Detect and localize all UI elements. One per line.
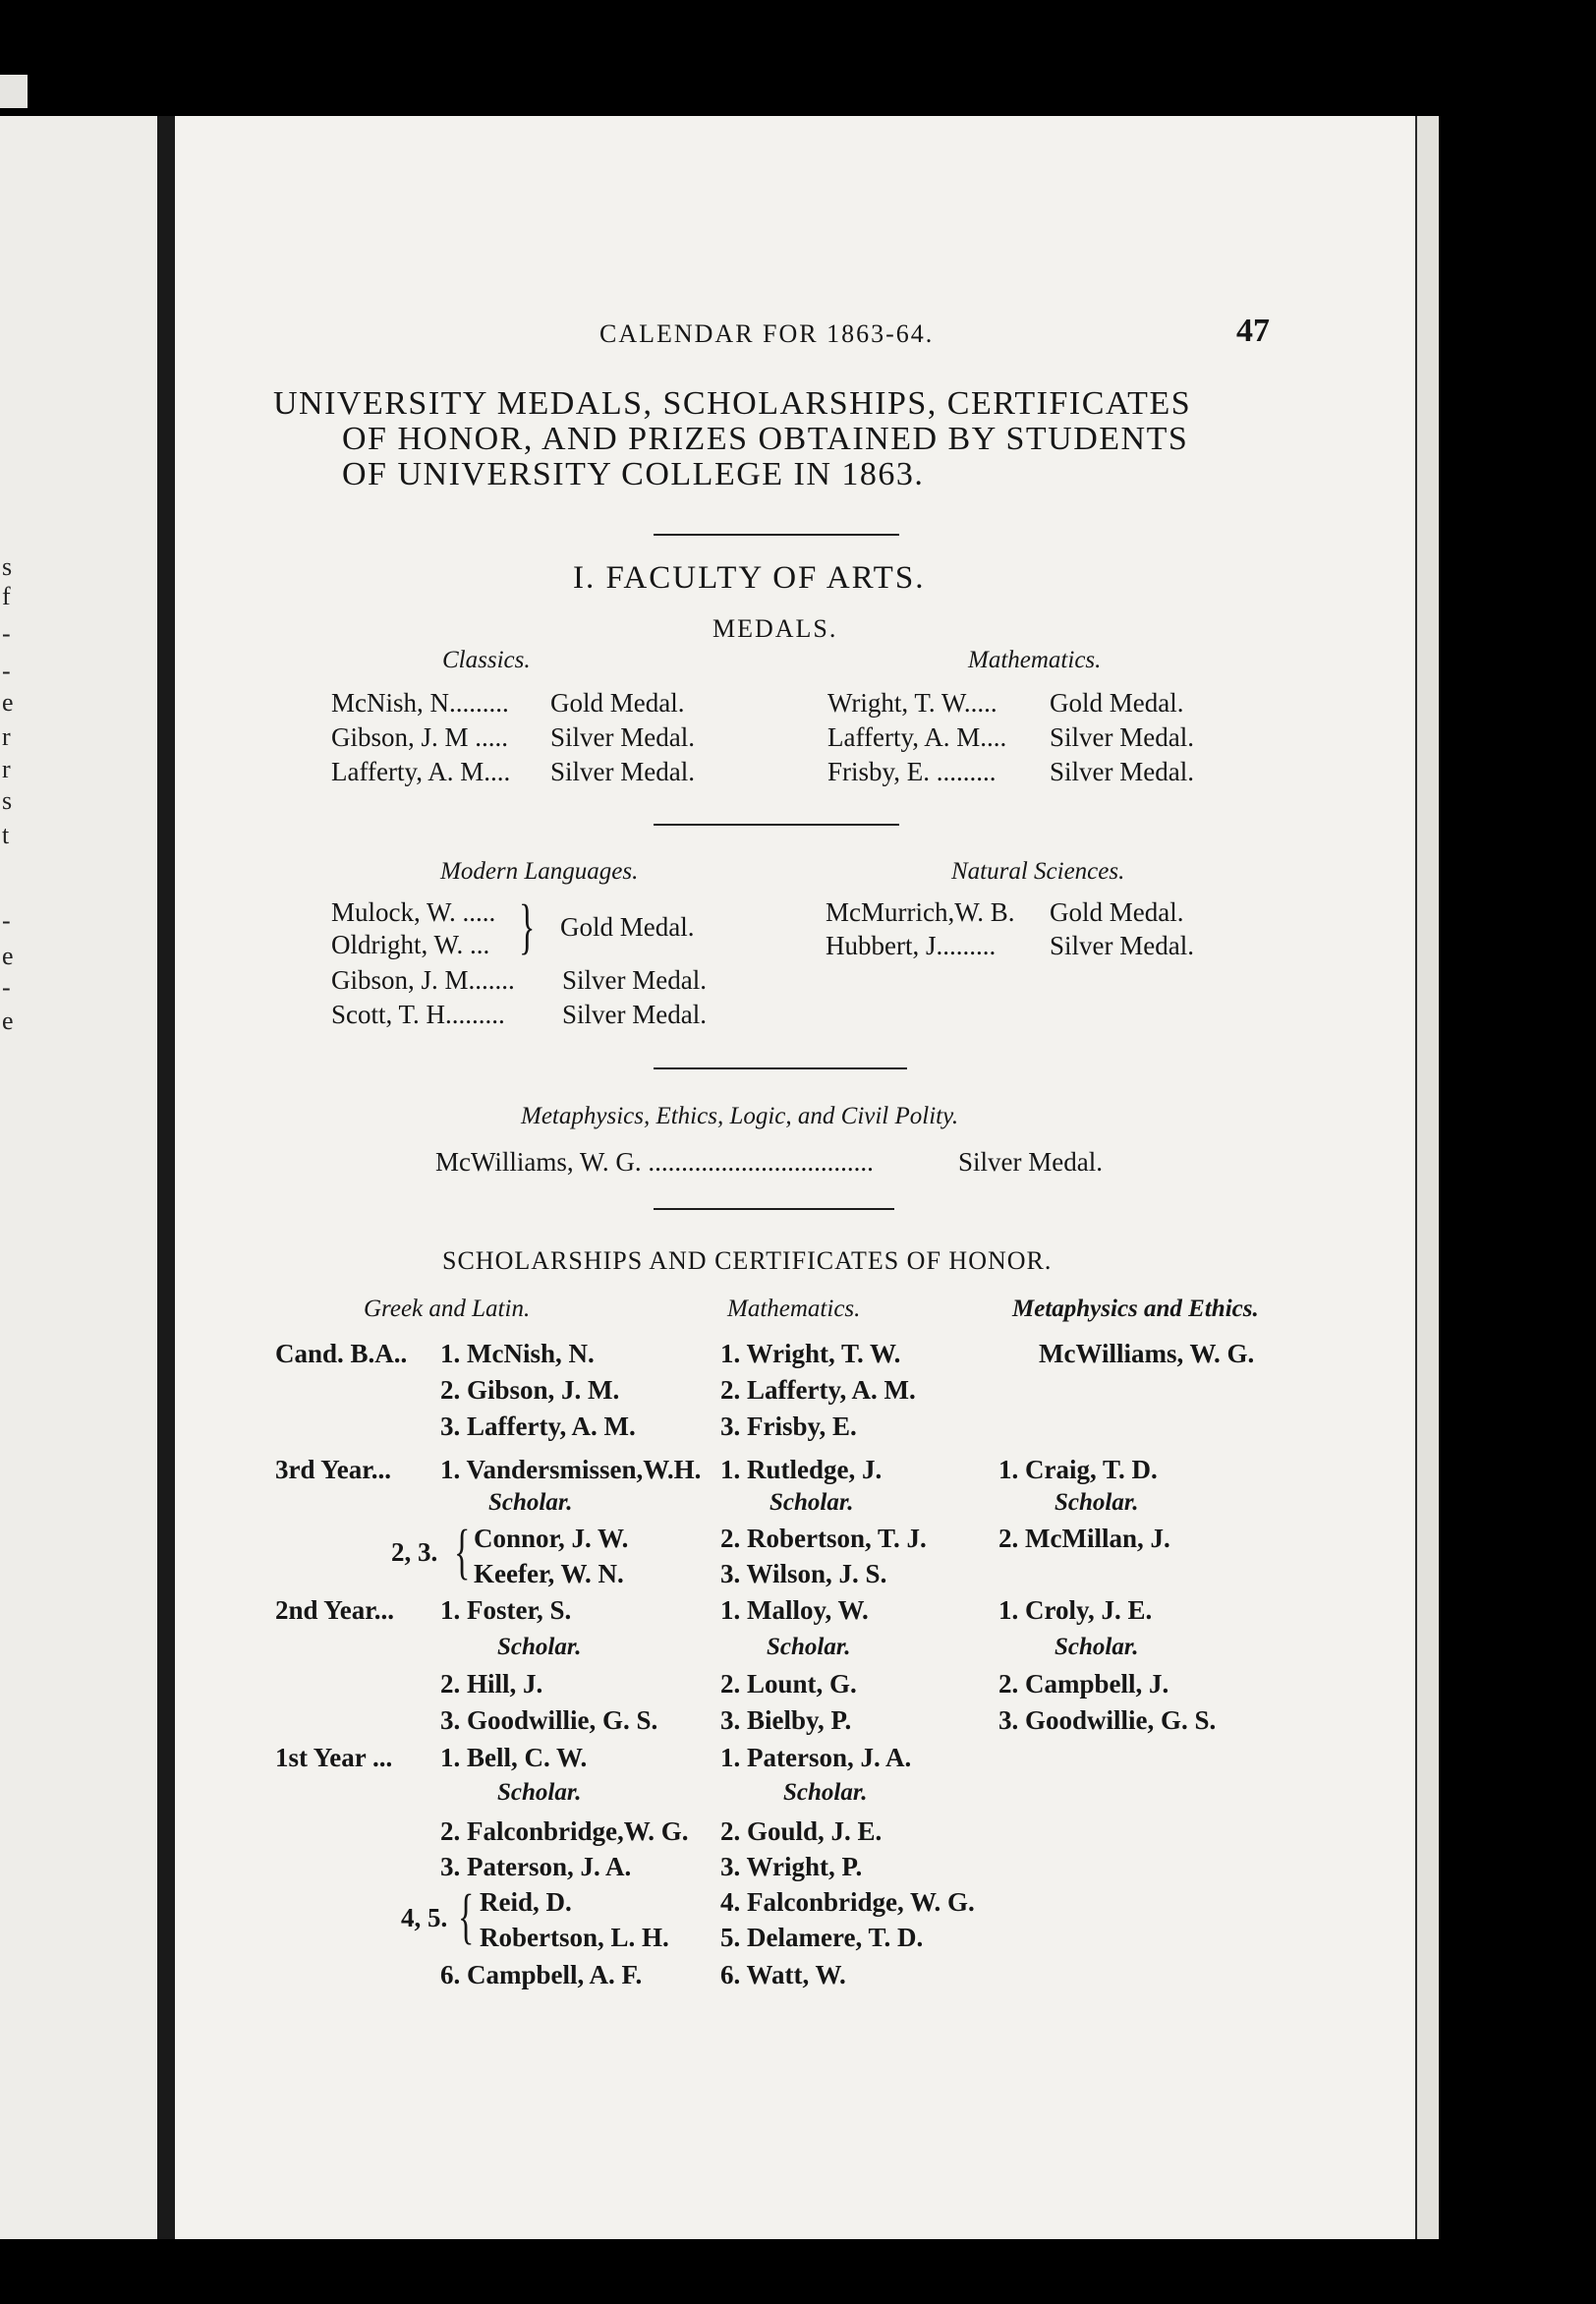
margin-letter: t: [2, 821, 10, 849]
list-item: Connor, J. W.: [474, 1524, 629, 1553]
page-edge: [1415, 116, 1439, 2239]
medalist-name: Oldright, W. ...: [331, 930, 490, 959]
medalist-name: Lafferty, A. M....: [331, 757, 511, 786]
divider: [654, 824, 899, 826]
margin-letter: r: [2, 755, 11, 783]
margin-letter: -: [2, 906, 11, 935]
page-number: 47: [1236, 313, 1270, 349]
scholar-label: Scholar.: [1054, 1634, 1139, 1660]
list-item: 1. Malloy, W.: [720, 1595, 869, 1625]
divider: [654, 1067, 907, 1069]
medalist-name: Gibson, J. M .....: [331, 722, 509, 752]
title-line: UNIVERSITY MEDALS, SCHOLARSHIPS, CERTIFICATES: [273, 385, 1192, 422]
medalist-name: Hubbert, J.........: [826, 931, 997, 960]
list-item: 3. Paterson, J. A.: [440, 1852, 632, 1881]
margin-letter: e: [2, 688, 14, 717]
tie-number: 2, 3.: [391, 1537, 438, 1567]
margin-letter: f: [2, 582, 11, 610]
list-item: 1. Wright, T. W.: [720, 1339, 901, 1368]
scholar-label: Scholar.: [783, 1779, 868, 1806]
list-item: 2. Lount, G.: [720, 1669, 857, 1699]
list-item: 5. Delamere, T. D.: [720, 1923, 924, 1952]
medalist-name: Mulock, W. .....: [331, 897, 496, 927]
page-tab: [0, 75, 28, 108]
medalist-name: McNish, N.........: [331, 688, 509, 718]
year-label: 3rd Year...: [275, 1455, 391, 1484]
divider: [654, 1208, 894, 1210]
title-line: OF HONOR, AND PRIZES OBTAINED BY STUDENTS: [342, 421, 1189, 457]
column-heading: Greek and Latin.: [364, 1296, 531, 1322]
medal-award: Gold Medal.: [560, 912, 695, 942]
list-item: Robertson, L. H.: [480, 1923, 669, 1952]
title-line: OF UNIVERSITY COLLEGE IN 1863.: [342, 456, 925, 492]
section-heading: Natural Sciences.: [951, 858, 1125, 885]
list-item: 3. Wright, P.: [720, 1852, 863, 1881]
list-item: 2. Gould, J. E.: [720, 1816, 883, 1846]
brace: {: [458, 1883, 475, 1950]
list-item: 2. Hill, J.: [440, 1669, 543, 1699]
medal-award: Silver Medal.: [1050, 722, 1194, 752]
list-item: 1. Bell, C. W.: [440, 1743, 588, 1772]
scholar-label: Scholar.: [770, 1489, 854, 1516]
list-item: 6. Watt, W.: [720, 1960, 846, 1989]
list-item: 2. Lafferty, A. M.: [720, 1375, 916, 1405]
medalist-name: McMurrich,W. B.: [826, 897, 1015, 927]
running-title: CALENDAR FOR 1863-64.: [599, 319, 935, 348]
list-item: 1. Rutledge, J.: [720, 1455, 883, 1484]
medalist-name: Frisby, E. .........: [827, 757, 997, 786]
medalist-name: Gibson, J. M.......: [331, 965, 515, 995]
list-item: 1. Vandersmissen,W.H.: [440, 1455, 702, 1484]
margin-letter: r: [2, 722, 11, 751]
tie-number: 4, 5.: [401, 1903, 448, 1932]
list-item: 2. Falconbridge,W. G.: [440, 1816, 689, 1846]
medal-award: Gold Medal.: [1050, 688, 1184, 718]
medal-award: Silver Medal.: [550, 722, 695, 752]
book-spine: [157, 116, 175, 2239]
list-item: 1. McNish, N.: [440, 1339, 595, 1368]
medal-award: Silver Medal.: [562, 1000, 707, 1029]
list-item: 2. Gibson, J. M.: [440, 1375, 620, 1405]
scholarships-heading: SCHOLARSHIPS AND CERTIFICATES OF HONOR.: [442, 1246, 1053, 1275]
brace: {: [454, 1519, 471, 1585]
scholar-label: Scholar.: [767, 1634, 851, 1660]
section-heading: Mathematics.: [968, 647, 1102, 673]
list-item: 1. Craig, T. D.: [998, 1455, 1158, 1484]
column-heading: Metaphysics and Ethics.: [1012, 1296, 1259, 1322]
list-item: Keefer, W. N.: [474, 1559, 624, 1588]
margin-letter: s: [2, 786, 13, 815]
scholar-label: Scholar.: [488, 1489, 573, 1516]
year-label: 2nd Year...: [275, 1595, 395, 1625]
list-item: 1. Croly, J. E.: [998, 1595, 1153, 1625]
list-item: 1. Paterson, J. A.: [720, 1743, 912, 1772]
divider: [654, 534, 899, 536]
medals-heading: MEDALS.: [712, 614, 838, 643]
section-heading: Metaphysics, Ethics, Logic, and Civil Polity.: [521, 1103, 959, 1129]
list-item: McWilliams, W. G.: [1039, 1339, 1255, 1368]
margin-letter: s: [2, 552, 13, 581]
list-item: 1. Foster, S.: [440, 1595, 572, 1625]
medal-award: Silver Medal.: [958, 1147, 1103, 1177]
scholar-label: Scholar.: [497, 1634, 582, 1660]
column-heading: Mathematics.: [727, 1296, 861, 1322]
margin-letter: e: [2, 942, 14, 970]
year-label: 1st Year ...: [275, 1743, 393, 1772]
list-item: 3. Bielby, P.: [720, 1705, 852, 1735]
margin-letter: -: [2, 973, 11, 1002]
faculty-heading: I. FACULTY OF ARTS.: [573, 560, 926, 596]
medalist-name: McWilliams, W. G. ..................................: [435, 1147, 874, 1177]
medalist-name: Scott, T. H.........: [331, 1000, 505, 1029]
brace: }: [519, 893, 536, 960]
list-item: 2. Robertson, T. J.: [720, 1524, 927, 1553]
list-item: 3. Frisby, E.: [720, 1411, 857, 1441]
medalist-name: Lafferty, A. M....: [827, 722, 1007, 752]
margin-letter: -: [2, 619, 11, 648]
facing-page-edge: [0, 116, 157, 2239]
year-label: Cand. B.A..: [275, 1339, 408, 1368]
list-item: 6. Campbell, A. F.: [440, 1960, 643, 1989]
medal-award: Silver Medal.: [1050, 757, 1194, 786]
margin-letter: -: [2, 657, 11, 685]
scholar-label: Scholar.: [497, 1779, 582, 1806]
list-item: 2. Campbell, J.: [998, 1669, 1169, 1699]
margin-letter: e: [2, 1007, 14, 1035]
list-item: 3. Goodwillie, G. S.: [998, 1705, 1217, 1735]
medal-award: Silver Medal.: [562, 965, 707, 995]
list-item: 4. Falconbridge, W. G.: [720, 1887, 975, 1917]
medal-award: Silver Medal.: [550, 757, 695, 786]
list-item: 3. Lafferty, A. M.: [440, 1411, 636, 1441]
section-heading: Classics.: [442, 647, 531, 673]
list-item: Reid, D.: [480, 1887, 572, 1917]
list-item: 3. Wilson, J. S.: [720, 1559, 887, 1588]
medal-award: Silver Medal.: [1050, 931, 1194, 960]
scholar-label: Scholar.: [1054, 1489, 1139, 1516]
medal-award: Gold Medal.: [1050, 897, 1184, 927]
section-heading: Modern Languages.: [440, 858, 639, 885]
medal-award: Gold Medal.: [550, 688, 685, 718]
list-item: 2. McMillan, J.: [998, 1524, 1170, 1553]
medalist-name: Wright, T. W.....: [827, 688, 998, 718]
list-item: 3. Goodwillie, G. S.: [440, 1705, 658, 1735]
